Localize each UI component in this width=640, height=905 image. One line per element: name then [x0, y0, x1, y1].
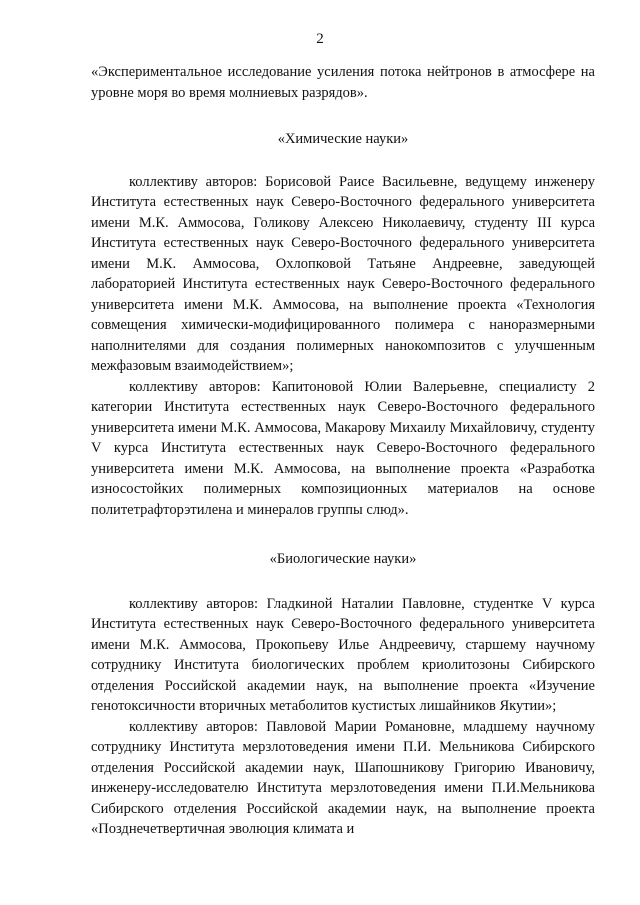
chemical-paragraph-2: коллективу авторов: Капитоновой Юлии Валерьевне, специалисту 2 категории Института естественных наук Северо-Восточного федерального университета имени М.К. Аммосова, Макарову Михаилу Михайловичу, студенту V курса Института естественных наук Северо-Восточного федерального университета имени М.К. Аммосова, на выполнение проекта «Разработка износостойких полимерных композиционных материалов на основе политетрафторэтилена и минералов группы слюд».	[91, 378, 595, 518]
biological-paragraph-1: коллективу авторов: Гладкиной Наталии Павловне, студентке V курса Института естественных наук Северо-Восточного федерального университета имени М.К. Аммосова, Прокопьеву Илье Андреевичу, старшему научному сотруднику Института биологических проблем криолитозоны Сибирского отделения Российской академии наук, на выполнение проекта «Изучение генотоксичности вторичных метаболитов кустистых лишайников Якутии»;	[91, 595, 595, 714]
intro-project-title: «Экспериментальное исследование усиления потока нейтронов в атмосфере на уровне моря во время молниевых разрядов».	[91, 64, 595, 101]
section-title-chemical-sciences: «Химические науки»	[277, 131, 409, 147]
page-number: 2	[316, 31, 324, 47]
section-title-biological-sciences: «Биологические науки»	[269, 551, 417, 567]
chemical-paragraph-1: коллективу авторов: Борисовой Раисе Васильевне, ведущему инженеру Института естественных наук Северо-Восточного федерального университета имени М.К. Аммосова, Голикову Алексею Николаевичу, студенту III курса Института естественных наук Северо-Восточного федерального университета имени М.К. Аммосова, Охлопковой Татьяне Андреевне, заведующей лабораторией Института естественных наук Северо-Восточного федерального университета имени М.К. Аммосова, на выполнение проекта «Технология совмещения химически-модифицированного полимера с наноразмерными наполнителями для создания полимерных нанокомпозитов с улучшенным межфазовым взаимодействием»;	[91, 173, 595, 374]
document-body	[91, 62, 595, 840]
biological-paragraph-2: коллективу авторов: Павловой Марии Романовне, младшему научному сотруднику Института мерзлотоведения имени П.И. Мельникова Сибирского отделения Российской академии наук, Шапошникову Григорию Ивановичу, инженеру-исследователю Института мерзлотоведения имени П.И.Мельникова Сибирского отделения Российской академии наук, на выполнение проекта «Позднечетвертичная эволюция климата и	[91, 718, 595, 837]
